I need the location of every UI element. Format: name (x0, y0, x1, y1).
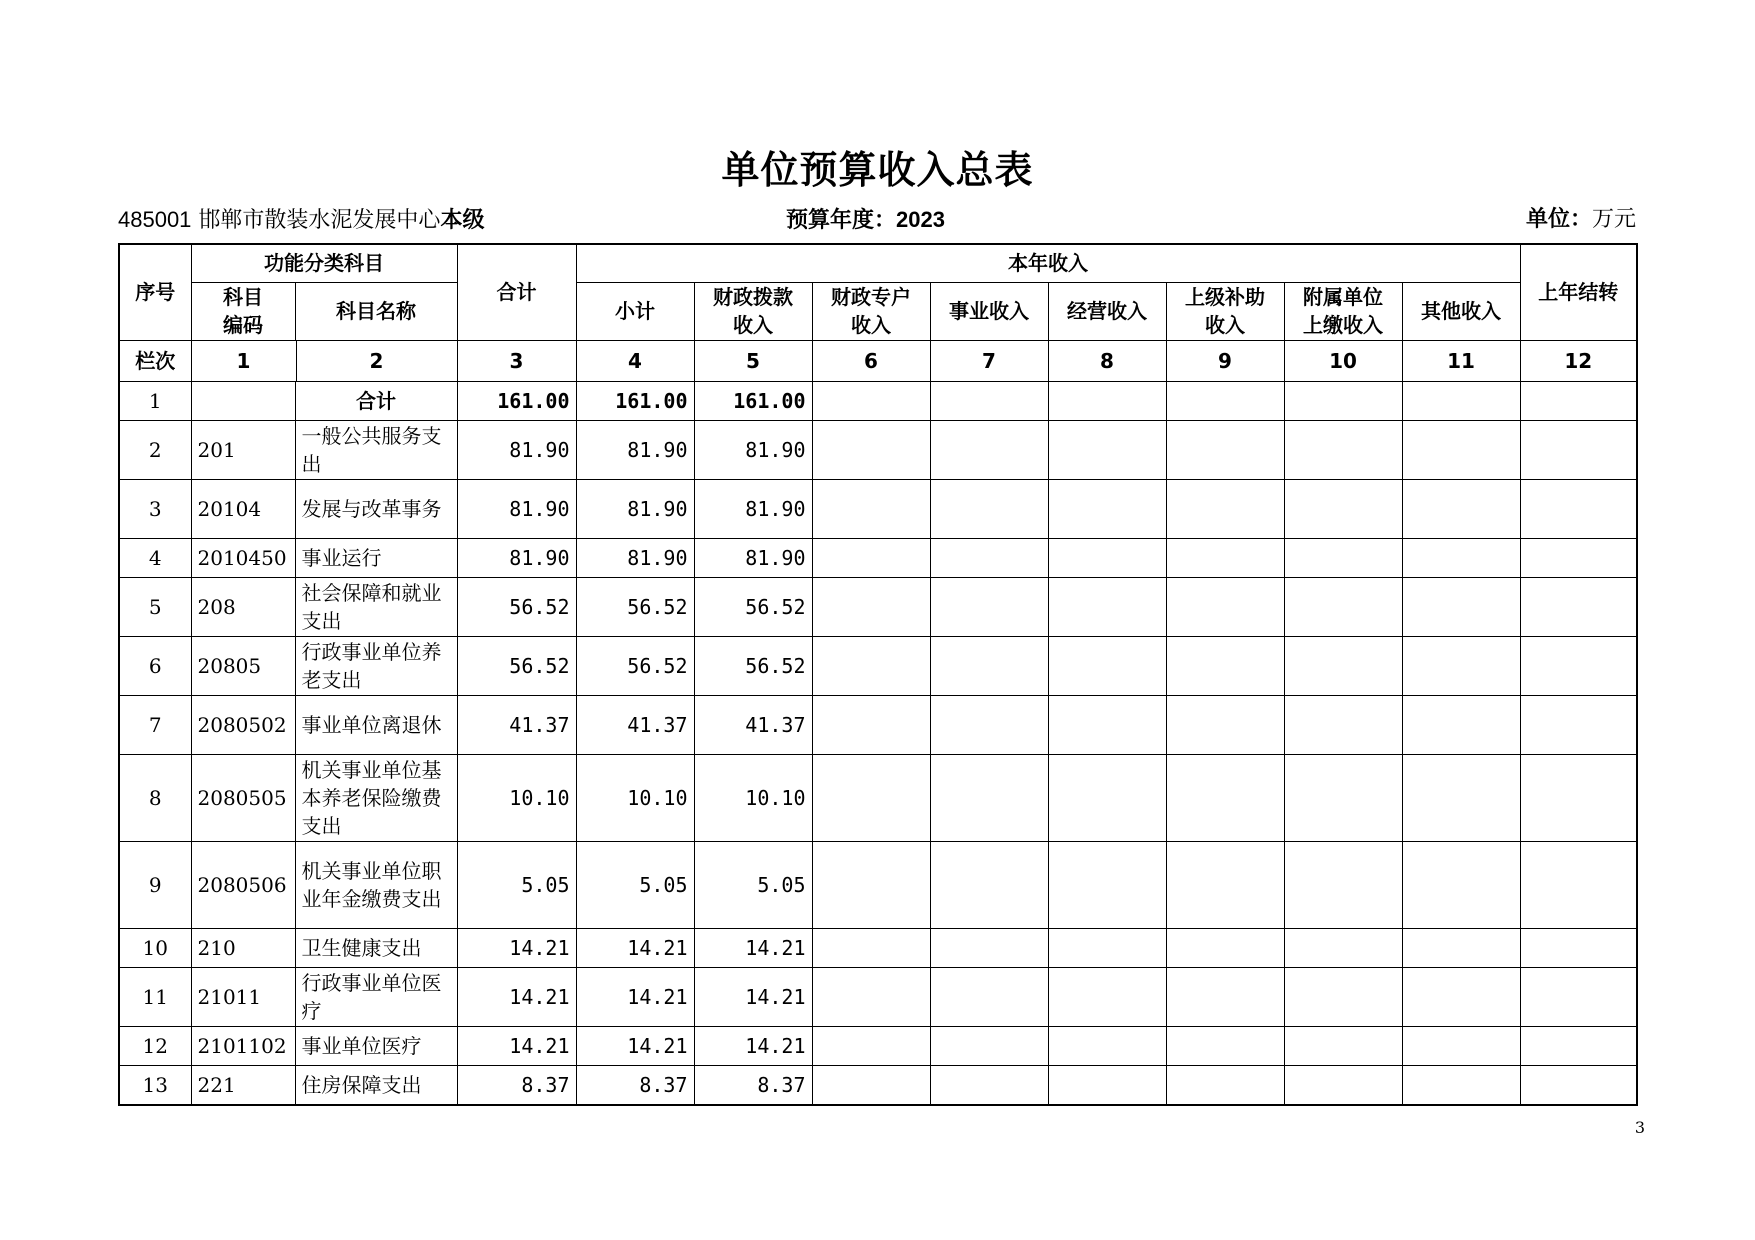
table-row (119, 1026, 1637, 1065)
row-fiscal: 14.21 (694, 928, 812, 967)
empty-cell (1048, 695, 1166, 754)
row-total: 5.05 (457, 841, 576, 928)
row-index: 9 (119, 841, 191, 928)
row-fiscal: 5.05 (694, 841, 812, 928)
empty-cell (1402, 928, 1520, 967)
row-name: 社会保障和就业支出 (295, 577, 457, 636)
empty-cell (1520, 420, 1637, 479)
empty-cell (1520, 381, 1637, 420)
row-code: 2080506 (191, 841, 295, 928)
table-row (119, 577, 1637, 636)
budget-year-value: 2023 (896, 207, 945, 232)
row-name: 事业运行 (295, 538, 457, 577)
empty-cell (812, 636, 930, 695)
row-index: 10 (119, 928, 191, 967)
empty-cell (1048, 636, 1166, 695)
table-row (119, 928, 1637, 967)
row-total: 56.52 (457, 577, 576, 636)
empty-cell (1048, 577, 1166, 636)
empty-cell (812, 928, 930, 967)
row-subtotal: 81.90 (576, 538, 694, 577)
column-number: 10 (1284, 340, 1402, 381)
empty-cell (1520, 577, 1637, 636)
empty-cell (930, 967, 1048, 1026)
row-fiscal: 81.90 (694, 420, 812, 479)
empty-cell (1284, 381, 1402, 420)
column-number: 12 (1520, 340, 1637, 381)
empty-cell (1166, 695, 1284, 754)
row-fiscal: 41.37 (694, 695, 812, 754)
empty-cell (1402, 538, 1520, 577)
empty-cell (930, 754, 1048, 841)
row-subtotal: 10.10 (576, 754, 694, 841)
row-total: 56.52 (457, 636, 576, 695)
empty-cell (930, 420, 1048, 479)
row-code: 208 (191, 577, 295, 636)
empty-cell (930, 928, 1048, 967)
empty-cell (1402, 479, 1520, 538)
row-subtotal: 5.05 (576, 841, 694, 928)
column-number: 11 (1402, 340, 1520, 381)
header-fiscal-special: 财政专户 收入 (812, 282, 930, 340)
empty-cell (1402, 967, 1520, 1026)
empty-cell (812, 695, 930, 754)
budget-income-table (118, 243, 1638, 1106)
header-subtotal: 小计 (576, 282, 694, 340)
column-number: 5 (694, 340, 812, 381)
row-subtotal: 41.37 (576, 695, 694, 754)
empty-cell (1048, 967, 1166, 1026)
table-row (119, 841, 1637, 928)
empty-cell (1402, 636, 1520, 695)
row-subtotal: 81.90 (576, 420, 694, 479)
header-business-income: 事业收入 (930, 282, 1048, 340)
empty-cell (1166, 538, 1284, 577)
row-subtotal: 56.52 (576, 636, 694, 695)
row-total: 81.90 (457, 479, 576, 538)
row-total: 81.90 (457, 538, 576, 577)
empty-cell (930, 381, 1048, 420)
header-operating-income: 经营收入 (1048, 282, 1166, 340)
empty-cell (1402, 695, 1520, 754)
empty-cell (1048, 1026, 1166, 1065)
empty-cell (1048, 754, 1166, 841)
empty-cell (930, 577, 1048, 636)
empty-cell (1520, 538, 1637, 577)
table-row (119, 754, 1637, 841)
column-number-row (119, 340, 1637, 381)
row-code: 201 (191, 420, 295, 479)
row-index: 2 (119, 420, 191, 479)
empty-cell (930, 695, 1048, 754)
empty-cell (812, 1026, 930, 1065)
header-other-income: 其他收入 (1402, 282, 1520, 340)
header-func-category: 功能分类科目 (191, 244, 457, 282)
row-code: 2080505 (191, 754, 295, 841)
row-name: 合计 (295, 381, 457, 420)
empty-cell (1284, 1065, 1402, 1105)
empty-cell (930, 636, 1048, 695)
row-code (191, 381, 295, 420)
row-subtotal: 81.90 (576, 479, 694, 538)
row-name: 行政事业单位养老支出 (295, 636, 457, 695)
header-fiscal-allocation: 财政拨款 收入 (694, 282, 812, 340)
budget-year (786, 202, 945, 238)
unit-name: 邯郸市散装水泥发展中心 (198, 208, 441, 233)
row-total: 41.37 (457, 695, 576, 754)
empty-cell (1402, 381, 1520, 420)
header-seq: 序号 (119, 244, 191, 340)
empty-cell (1166, 1026, 1284, 1065)
page-title: 单位预算收入总表 (721, 148, 1034, 192)
empty-cell (930, 538, 1048, 577)
row-index: 3 (119, 479, 191, 538)
unit-code: 485001 (118, 207, 192, 232)
empty-cell (1520, 754, 1637, 841)
row-total: 10.10 (457, 754, 576, 841)
empty-cell (930, 1065, 1048, 1105)
row-code: 20104 (191, 479, 295, 538)
header-total: 合计 (457, 244, 576, 340)
empty-cell (1048, 420, 1166, 479)
empty-cell (1520, 841, 1637, 928)
row-fiscal: 14.21 (694, 967, 812, 1026)
column-number: 6 (812, 340, 930, 381)
row-name: 住房保障支出 (295, 1065, 457, 1105)
empty-cell (1520, 1065, 1637, 1105)
empty-cell (1048, 381, 1166, 420)
unit-level: 本级 (440, 208, 485, 233)
empty-cell (812, 381, 930, 420)
empty-cell (1048, 841, 1166, 928)
empty-cell (1520, 636, 1637, 695)
table-row (119, 420, 1637, 479)
empty-cell (1284, 928, 1402, 967)
row-name: 事业单位医疗 (295, 1026, 457, 1065)
row-index: 6 (119, 636, 191, 695)
column-number-label: 栏次 (119, 340, 191, 381)
empty-cell (812, 538, 930, 577)
empty-cell (1284, 636, 1402, 695)
row-name: 机关事业单位职业年金缴费支出 (295, 841, 457, 928)
row-name: 卫生健康支出 (295, 928, 457, 967)
row-code: 2010450 (191, 538, 295, 577)
row-name: 一般公共服务支出 (295, 420, 457, 479)
empty-cell (930, 479, 1048, 538)
row-code: 2101102 (191, 1026, 295, 1065)
table-row (119, 636, 1637, 695)
row-fiscal: 56.52 (694, 577, 812, 636)
row-subtotal: 14.21 (576, 1026, 694, 1065)
empty-cell (1402, 420, 1520, 479)
empty-cell (1520, 928, 1637, 967)
column-number: 8 (1048, 340, 1166, 381)
empty-cell (1284, 538, 1402, 577)
row-index: 1 (119, 381, 191, 420)
header-this-year-income: 本年收入 (576, 244, 1520, 282)
empty-cell (1402, 841, 1520, 928)
empty-cell (1284, 479, 1402, 538)
empty-cell (812, 967, 930, 1026)
empty-cell (812, 754, 930, 841)
empty-cell (1048, 1065, 1166, 1105)
row-total: 14.21 (457, 1026, 576, 1065)
empty-cell (812, 420, 930, 479)
empty-cell (812, 479, 930, 538)
row-index: 7 (119, 695, 191, 754)
row-subtotal: 161.00 (576, 381, 694, 420)
empty-cell (1284, 754, 1402, 841)
empty-cell (1520, 967, 1637, 1026)
empty-cell (930, 1026, 1048, 1065)
empty-cell (1166, 841, 1284, 928)
empty-cell (1048, 928, 1166, 967)
row-total: 14.21 (457, 967, 576, 1026)
empty-cell (1166, 381, 1284, 420)
empty-cell (1166, 928, 1284, 967)
row-fiscal: 161.00 (694, 381, 812, 420)
empty-cell (1048, 479, 1166, 538)
total-row (119, 381, 1637, 420)
row-total: 81.90 (457, 420, 576, 479)
empty-cell (1284, 695, 1402, 754)
header-superior-subsidy: 上级补助 收入 (1166, 282, 1284, 340)
empty-cell (812, 841, 930, 928)
empty-cell (1284, 841, 1402, 928)
row-name: 行政事业单位医疗 (295, 967, 457, 1026)
row-fiscal: 10.10 (694, 754, 812, 841)
row-code: 20805 (191, 636, 295, 695)
row-code: 21011 (191, 967, 295, 1026)
table-row (119, 1065, 1637, 1105)
row-subtotal: 56.52 (576, 577, 694, 636)
currency-value: 万元 (1591, 207, 1636, 232)
column-number: 3 (457, 340, 576, 381)
empty-cell (1284, 577, 1402, 636)
empty-cell (1402, 754, 1520, 841)
empty-cell (1166, 420, 1284, 479)
column-number: 2 (369, 348, 384, 373)
row-name: 机关事业单位基本养老保险缴费支出 (295, 754, 457, 841)
table-row (119, 479, 1637, 538)
row-fiscal: 81.90 (694, 538, 812, 577)
column-number: 4 (576, 340, 694, 381)
row-index: 13 (119, 1065, 191, 1105)
row-index: 4 (119, 538, 191, 577)
row-code: 2080502 (191, 695, 295, 754)
empty-cell (812, 577, 930, 636)
budget-year-label: 预算年度： (786, 208, 897, 233)
empty-cell (1166, 479, 1284, 538)
row-subtotal: 14.21 (576, 967, 694, 1026)
row-index: 8 (119, 754, 191, 841)
column-number: 7 (930, 340, 1048, 381)
empty-cell (1520, 695, 1637, 754)
row-index: 12 (119, 1026, 191, 1065)
row-fiscal: 81.90 (694, 479, 812, 538)
header-affiliated-remit: 附属单位 上缴收入 (1284, 282, 1402, 340)
row-name: 事业单位离退休 (295, 695, 457, 754)
empty-cell (1166, 636, 1284, 695)
currency-unit (1526, 202, 1636, 238)
header-code: 科目 编码 (191, 282, 295, 340)
row-total: 161.00 (457, 381, 576, 420)
empty-cell (812, 1065, 930, 1105)
currency-label: 单位： (1525, 207, 1592, 232)
table-row (119, 538, 1637, 577)
row-code: 210 (191, 928, 295, 967)
row-fiscal: 14.21 (694, 1026, 812, 1065)
row-total: 14.21 (457, 928, 576, 967)
empty-cell (1048, 538, 1166, 577)
empty-cell (1284, 420, 1402, 479)
header-last-year-carryover: 上年结转 (1520, 244, 1637, 340)
empty-cell (1166, 1065, 1284, 1105)
empty-cell (930, 841, 1048, 928)
page-number: 3 (1634, 1118, 1645, 1137)
table-row (119, 695, 1637, 754)
column-number: 9 (1166, 340, 1284, 381)
table-row (119, 967, 1637, 1026)
empty-cell (1166, 754, 1284, 841)
row-fiscal: 56.52 (694, 636, 812, 695)
row-subtotal: 14.21 (576, 928, 694, 967)
row-index: 11 (119, 967, 191, 1026)
row-code: 221 (191, 1065, 295, 1105)
row-total: 8.37 (457, 1065, 576, 1105)
empty-cell (1284, 967, 1402, 1026)
empty-cell (1166, 577, 1284, 636)
row-name: 发展与改革事务 (295, 479, 457, 538)
empty-cell (1166, 967, 1284, 1026)
empty-cell (1520, 479, 1637, 538)
row-subtotal: 8.37 (576, 1065, 694, 1105)
row-index: 5 (119, 577, 191, 636)
column-number: 1 (192, 341, 297, 381)
unit-info (118, 202, 484, 238)
empty-cell (1402, 1065, 1520, 1105)
empty-cell (1520, 1026, 1637, 1065)
empty-cell (1402, 1026, 1520, 1065)
header-name: 科目名称 (295, 282, 457, 340)
empty-cell (1284, 1026, 1402, 1065)
empty-cell (1402, 577, 1520, 636)
row-fiscal: 8.37 (694, 1065, 812, 1105)
